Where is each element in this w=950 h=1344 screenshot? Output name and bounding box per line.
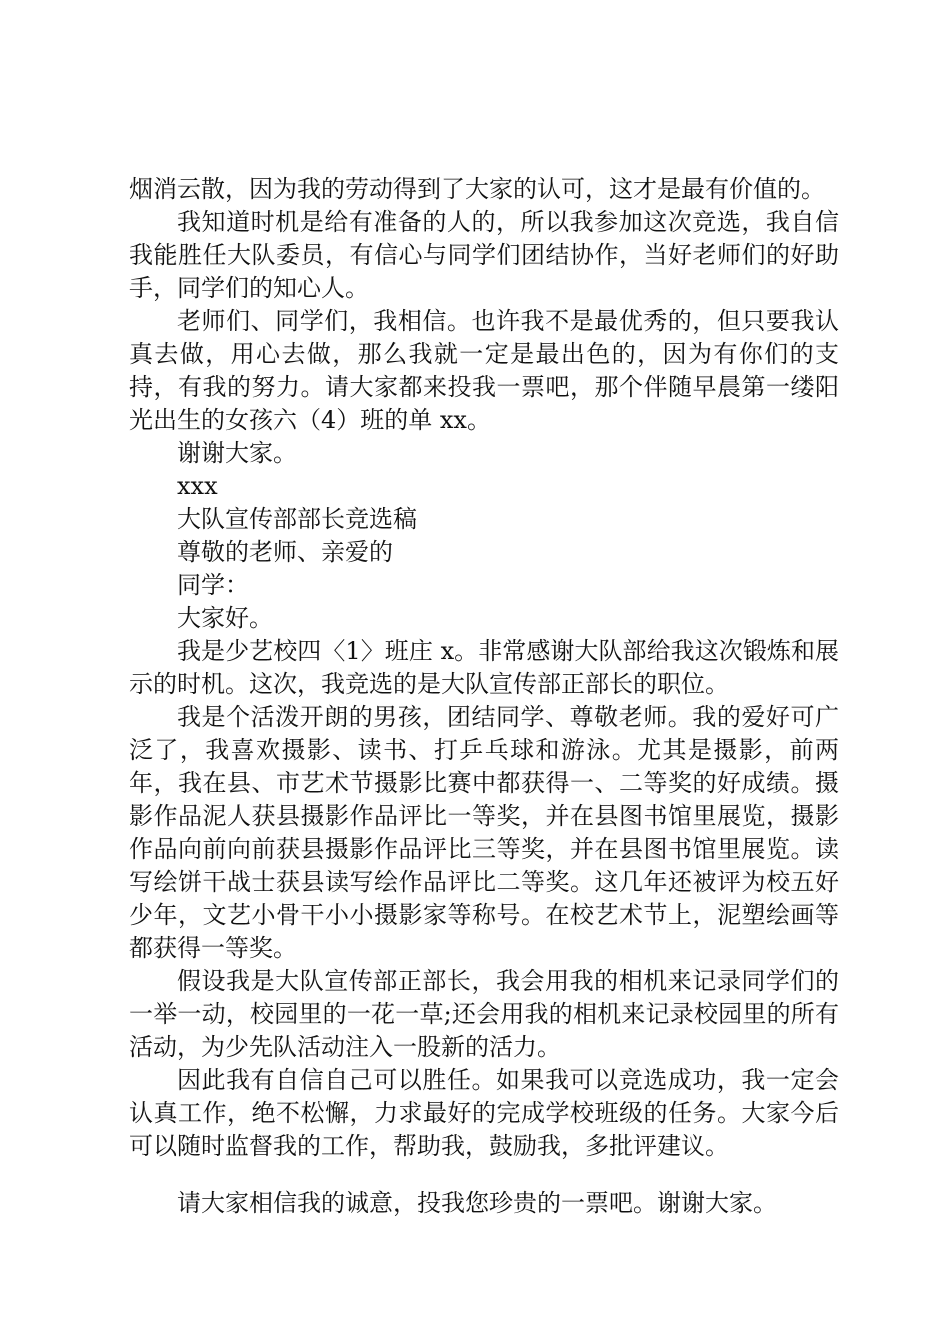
salutation-teachers: 尊敬的老师、亲爱的 xyxy=(177,538,393,566)
paragraph-plan: 假设我是大队宣传部正部长，我会用我的相机来记录同学们的一举一动，校园里的一花一草;还会用我的相机来记录校园里的所有活动，为少先队活动注入一股新的活力。 xyxy=(129,967,839,1061)
thanks-line: 谢谢大家。 xyxy=(177,439,297,467)
salutation-students: 同学： xyxy=(177,571,249,599)
paragraph-intro: 我是少艺校四〈1〉班庄 x。非常感谢大队部给我这次锻炼和展示的时机。这次，我竞选的是大队宣传部正部长的职位。 xyxy=(129,637,839,698)
greeting-line: 大家好。 xyxy=(177,604,273,632)
paragraph-confidence: 因此我有自信自己可以胜任。如果我可以竞选成功，我一定会认真工作，绝不松懈，力求最好的完成学校班级的任务。大家今后可以随时监督我的工作，帮助我，鼓励我，多批评建议。 xyxy=(129,1066,839,1160)
closing-line: 请大家相信我的诚意，投我您珍贵的一票吧。谢谢大家。 xyxy=(177,1189,777,1217)
speech-title: 大队宣传部部长竞选稿 xyxy=(177,505,417,533)
paragraph-gap xyxy=(129,1163,839,1187)
paragraph-hobbies: 我是个活泼开朗的男孩，团结同学、尊敬老师。我的爱好可广泛了，我喜欢摄影、读书、打乒乓球和游泳。尤其是摄影，前两年，我在县、市艺术节摄影比赛中都获得一、二等奖的好成绩。摄影作品泥人获县摄影作品评比一等奖，并在县图书馆里展览，摄影作品向前向前获县摄影作品评比三等奖，并在县图书馆里展览。读写绘饼干战士获县读写绘作品评比二等奖。这几年还被评为校五好少年，文艺小骨干小小摄影家等称号。在校艺术节上，泥塑绘画等都获得一等奖。 xyxy=(129,703,839,962)
paragraph-3: 老师们、同学们，我相信。也许我不是最优秀的，但只要我认真去做，用心去做，那么我就一定是最出色的，因为有你们的支持，有我的努力。请大家都来投我一票吧，那个伴随早晨第一缕阳光出生的女孩六（4）班的单 xx。 xyxy=(129,307,839,434)
paragraph-1: 烟消云散，因为我的劳动得到了大家的认可，这才是最有价值的。 xyxy=(129,175,825,203)
paragraph-2: 我知道时机是给有准备的人的，所以我参加这次竞选，我自信我能胜任大队委员，有信心与同学们团结协作，当好老师们的好助手，同学们的知心人。 xyxy=(129,208,839,302)
signature-line: xxx xyxy=(177,472,218,500)
document-body xyxy=(129,173,839,1220)
